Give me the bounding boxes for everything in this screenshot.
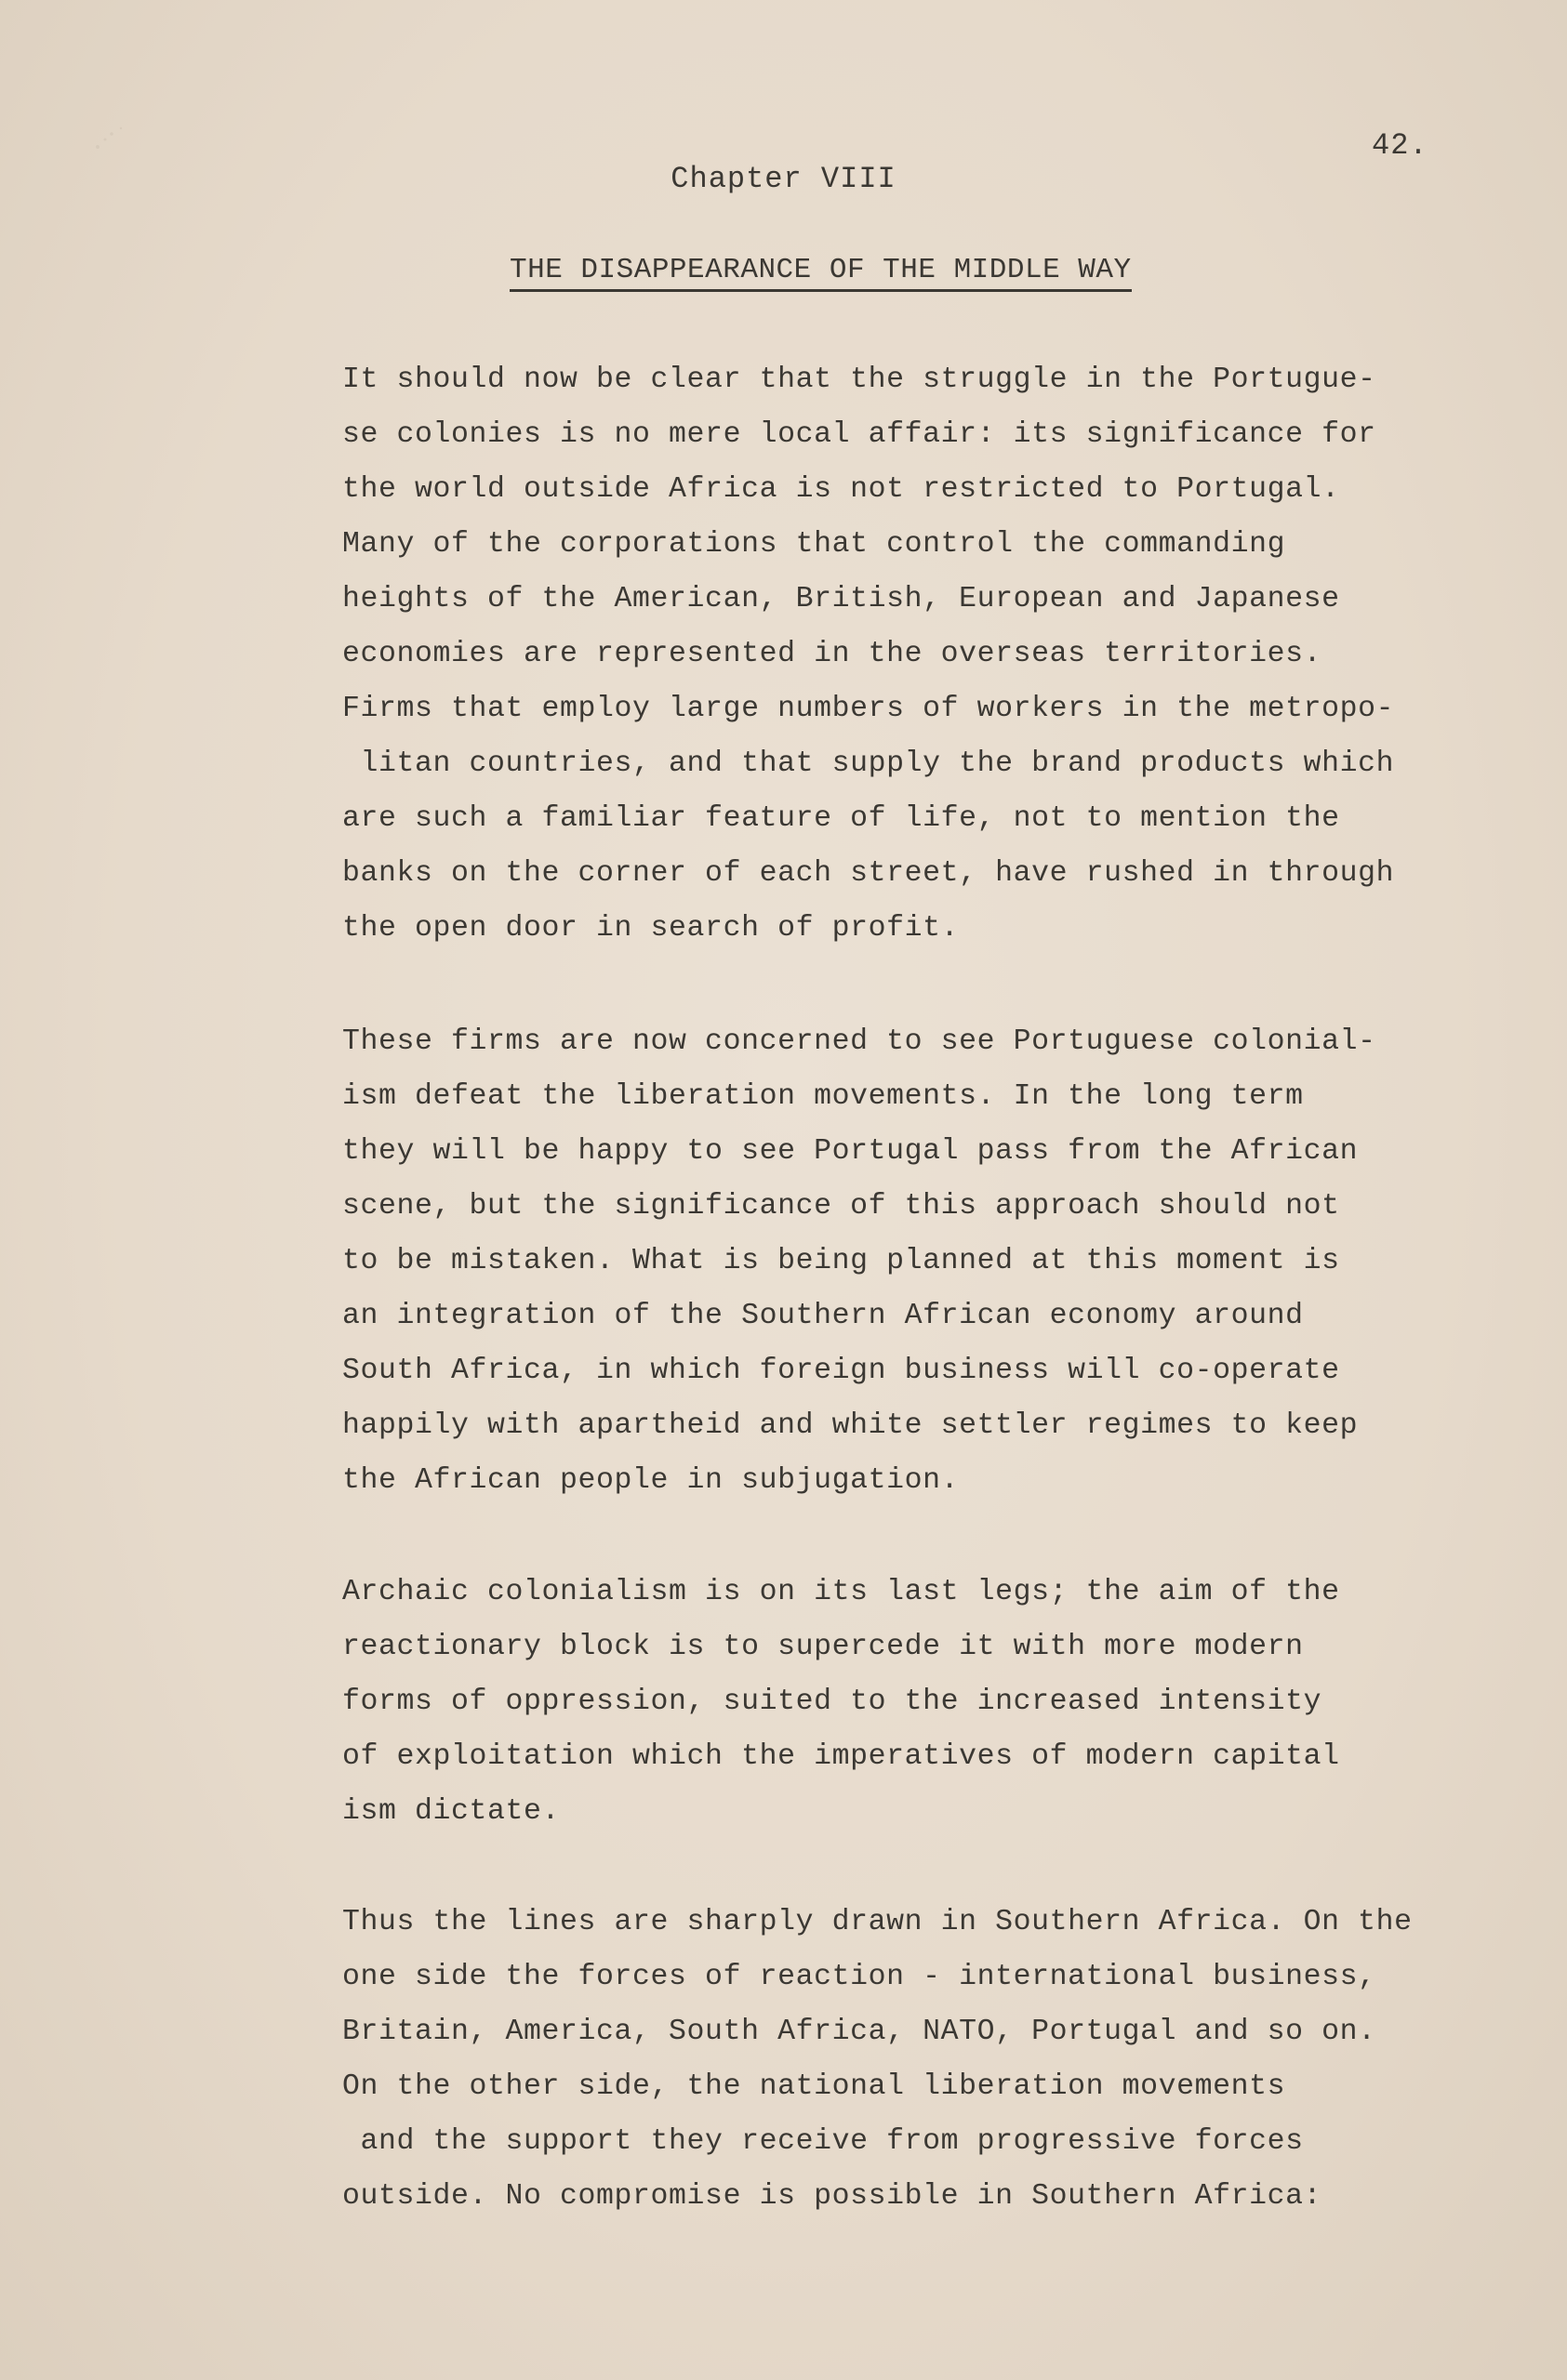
text-line: one side the forces of reaction - international business, xyxy=(342,1961,1376,1993)
text-line: litan countries, and that supply the brand products which xyxy=(342,747,1395,780)
text-line: South Africa, in which foreign business will co-operate xyxy=(342,1355,1340,1387)
text-line: outside. No compromise is possible in Southern Africa: xyxy=(342,2180,1322,2213)
text-line: These firms are now concerned to see Portuguese colonial- xyxy=(342,1025,1376,1058)
text-line: economies are represented in the overseas territories. xyxy=(342,638,1322,670)
text-line: Firms that employ large numbers of workers in the metropo- xyxy=(342,693,1395,725)
text-line: to be mistaken. What is being planned at this moment is xyxy=(342,1245,1340,1277)
text-line: are such a familiar feature of life, not to mention the xyxy=(342,802,1340,835)
text-line: the world outside Africa is not restricted to Portugal. xyxy=(342,473,1340,506)
text-line: they will be happy to see Portugal pass from the African xyxy=(342,1135,1359,1168)
text-line: Thus the lines are sharply drawn in Southern Africa. On the xyxy=(342,1906,1413,1938)
text-line: It should now be clear that the struggle in the Portugue- xyxy=(342,364,1376,396)
text-line: happily with apartheid and white settler regimes to keep xyxy=(342,1409,1359,1442)
text-line: and the support they receive from progressive forces xyxy=(342,2125,1304,2158)
section-title: THE DISAPPEARANCE OF THE MIDDLE WAY xyxy=(510,253,1132,292)
text-line: reactionary block is to supercede it with more modern xyxy=(342,1631,1304,1663)
text-line: banks on the corner of each street, have rushed in through xyxy=(342,857,1395,890)
text-line: Britain, America, South Africa, NATO, Portugal and so on. xyxy=(342,2016,1376,2048)
text-line: scene, but the significance of this approach should not xyxy=(342,1190,1340,1223)
text-line: heights of the American, British, European and Japanese xyxy=(342,583,1340,615)
text-line: ism dictate. xyxy=(342,1795,561,1828)
paper-blemish-icon xyxy=(88,112,144,158)
text-line: On the other side, the national liberation movements xyxy=(342,2070,1286,2103)
text-line: se colonies is no mere local affair: its significance for xyxy=(342,418,1376,451)
page-number: 42. xyxy=(1372,128,1428,163)
text-line: of exploitation which the imperatives of modern capital xyxy=(342,1740,1340,1773)
text-line: forms of oppression, suited to the increased intensity xyxy=(342,1686,1322,1718)
text-line: an integration of the Southern African economy around xyxy=(342,1300,1304,1332)
text-line: Many of the corporations that control the commanding xyxy=(342,528,1286,561)
text-line: the open door in search of profit. xyxy=(342,912,960,945)
text-line: the African people in subjugation. xyxy=(342,1464,960,1497)
text-line: Archaic colonialism is on its last legs; the aim of the xyxy=(342,1576,1340,1608)
text-line: ism defeat the liberation movements. In the long term xyxy=(342,1080,1304,1113)
chapter-heading: Chapter VIII xyxy=(671,162,896,196)
